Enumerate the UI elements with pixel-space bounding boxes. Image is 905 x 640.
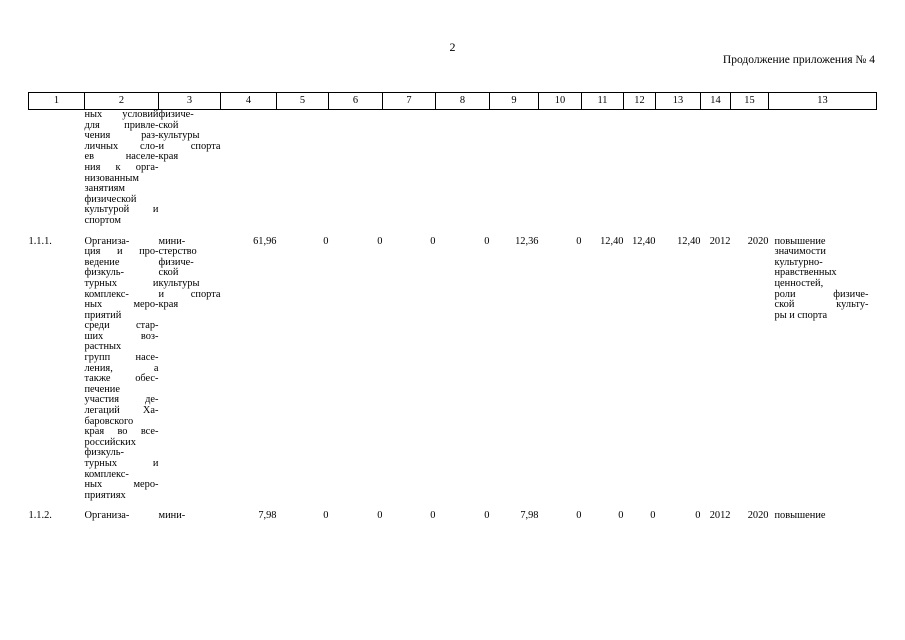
- expected-result-line: роли физиче-: [774, 288, 869, 300]
- table-row: [29, 237, 877, 502]
- header-row: [29, 93, 877, 110]
- activity-name-line: также обес-: [84, 373, 159, 385]
- value-cell: 0: [484, 235, 490, 247]
- expected-result: [769, 511, 877, 522]
- expected-result: [769, 237, 877, 502]
- table-row: [29, 110, 877, 227]
- expected-result-line: ской культу-: [774, 299, 869, 311]
- column-header: 7: [383, 93, 436, 110]
- table-body: [29, 110, 877, 522]
- executor-line: культуры: [158, 277, 200, 289]
- activity-name-line: приятий: [84, 309, 122, 321]
- value-cell: [539, 110, 582, 227]
- activity-name-line: низованным: [84, 172, 139, 184]
- activity-name-line: ных меро-: [84, 479, 159, 491]
- value-cell: 2012: [709, 510, 731, 522]
- column-header: 8: [436, 93, 490, 110]
- executor-line: стерство: [158, 246, 197, 258]
- executor: [159, 110, 221, 227]
- activity-name-line: ших воз-: [84, 330, 159, 342]
- page-number: 2: [449, 40, 456, 54]
- activity-name: [85, 237, 159, 502]
- column-header: 11: [582, 93, 624, 110]
- activity-name-line: занятиям: [84, 183, 126, 195]
- column-header: 6: [329, 93, 383, 110]
- executor: [159, 511, 221, 522]
- activity-name-line: культурой и: [84, 204, 159, 216]
- expected-result-line: значимости: [774, 246, 826, 258]
- activity-name-line: края во все-: [84, 426, 159, 438]
- expected-result-line: ры и спорта: [774, 309, 828, 321]
- value-cell: 12,40: [677, 235, 701, 247]
- activity-name-line: групп насе-: [84, 352, 159, 364]
- activity-name-line: участия де-: [84, 394, 159, 406]
- activity-name-line: растных: [84, 341, 122, 353]
- expected-result-line: ценностей,: [774, 277, 824, 289]
- activity-name-line: турных и: [84, 277, 159, 289]
- column-header: 1: [29, 93, 85, 110]
- column-header: 14: [701, 93, 731, 110]
- expected-result: [769, 110, 877, 227]
- executor-line: физиче-: [158, 109, 194, 120]
- value-cell: [656, 110, 701, 227]
- activity-name-line: ния к орга-: [84, 161, 159, 173]
- value-cell: [701, 110, 731, 227]
- activity-name-line: чения раз-: [84, 130, 159, 142]
- value-cell: 2020: [747, 235, 769, 247]
- activity-name-line: физкуль-: [84, 447, 124, 459]
- activity-name-line: ев населе-: [84, 151, 159, 163]
- column-header: 3: [159, 93, 221, 110]
- value-cell: 0: [323, 510, 329, 522]
- value-cell: 0: [695, 510, 701, 522]
- row-code: 1.1.2.: [28, 510, 52, 522]
- row-code: 1.1.1.: [28, 235, 52, 247]
- value-cell: [329, 110, 383, 227]
- activity-name-line: турных и: [84, 458, 159, 469]
- table-row: [29, 511, 877, 522]
- activity-name-line: ция и про-: [84, 246, 159, 258]
- value-cell: [221, 110, 277, 227]
- executor-line: физиче-: [158, 256, 194, 268]
- value-cell: 0: [618, 510, 624, 522]
- appendix-table: [28, 92, 877, 522]
- value-cell: 12,40: [600, 235, 624, 247]
- activity-name-line: физической: [84, 193, 137, 205]
- activity-name: [85, 511, 159, 522]
- value-cell: 2012: [709, 235, 731, 247]
- expected-result-line: повышение: [774, 510, 826, 522]
- activity-name-line: ных условий: [84, 109, 159, 120]
- executor-line: и спорта: [158, 140, 221, 152]
- activity-name-line: личных сло-: [84, 140, 159, 152]
- value-cell: 0: [377, 510, 383, 522]
- executor-line: мини-: [158, 235, 186, 247]
- executor: [159, 237, 221, 502]
- activity-name-line: комплекс-: [84, 288, 129, 300]
- value-cell: 12,36: [515, 235, 539, 247]
- value-cell: [277, 110, 329, 227]
- column-header: 13: [769, 93, 877, 110]
- activity-name-line: печение: [84, 383, 120, 395]
- activity-name-line: ведение: [84, 256, 120, 268]
- expected-result-line: нравственных: [774, 267, 837, 279]
- value-cell: [383, 110, 436, 227]
- column-header: 13: [656, 93, 701, 110]
- activity-name-line: российских: [84, 436, 136, 448]
- executor-line: ской: [158, 267, 179, 279]
- value-cell: 0: [430, 510, 436, 522]
- value-cell: 0: [484, 510, 490, 522]
- value-cell: 7,98: [258, 510, 277, 522]
- activity-name-line: приятиях: [84, 489, 126, 501]
- value-cell: [436, 110, 490, 227]
- activity-name-line: ления, а: [84, 362, 159, 374]
- column-header: 5: [277, 93, 329, 110]
- executor-line: края: [158, 299, 179, 311]
- column-header: 15: [731, 93, 769, 110]
- activity-name-line: среди стар-: [84, 320, 159, 332]
- activity-name-line: баровского: [84, 415, 134, 427]
- column-header: 2: [85, 93, 159, 110]
- value-cell: 0: [650, 510, 656, 522]
- continuation-label: Продолжение приложения № 4: [722, 54, 875, 66]
- value-cell: 0: [576, 510, 582, 522]
- executor-line: и спорта: [158, 288, 221, 300]
- value-cell: 0: [377, 235, 383, 247]
- expected-result-line: культурно-: [774, 256, 823, 268]
- executor-line: мини-: [158, 510, 186, 522]
- expected-result-line: повышение: [774, 235, 826, 247]
- activity-name-line: Организа-: [84, 235, 130, 247]
- value-cell: [731, 110, 769, 227]
- value-cell: 61,96: [253, 235, 277, 247]
- activity-name-line: Организа-: [84, 510, 130, 522]
- executor-line: края: [158, 151, 179, 163]
- value-cell: 0: [576, 235, 582, 247]
- activity-name-line: спортом: [84, 214, 121, 226]
- column-header: 9: [490, 93, 539, 110]
- value-cell: [624, 110, 656, 227]
- value-cell: 7,98: [520, 510, 539, 522]
- value-cell: 2020: [747, 510, 769, 522]
- activity-name-line: комплекс-: [84, 468, 129, 480]
- column-header: 4: [221, 93, 277, 110]
- executor-line: ской: [158, 119, 179, 131]
- column-header: 10: [539, 93, 582, 110]
- column-header: 12: [624, 93, 656, 110]
- activity-name-line: физкуль-: [84, 267, 124, 279]
- row-code: [29, 110, 85, 227]
- value-cell: 0: [430, 235, 436, 247]
- activity-name-line: легаций Ха-: [84, 405, 159, 417]
- value-cell: 0: [323, 235, 329, 247]
- value-cell: [490, 110, 539, 227]
- activity-name-line: ных меро-: [84, 299, 159, 311]
- value-cell: [582, 110, 624, 227]
- activity-name-line: для привле-: [84, 119, 159, 131]
- executor-line: культуры: [158, 130, 200, 142]
- activity-name: [85, 110, 159, 227]
- value-cell: 12,40: [632, 235, 656, 247]
